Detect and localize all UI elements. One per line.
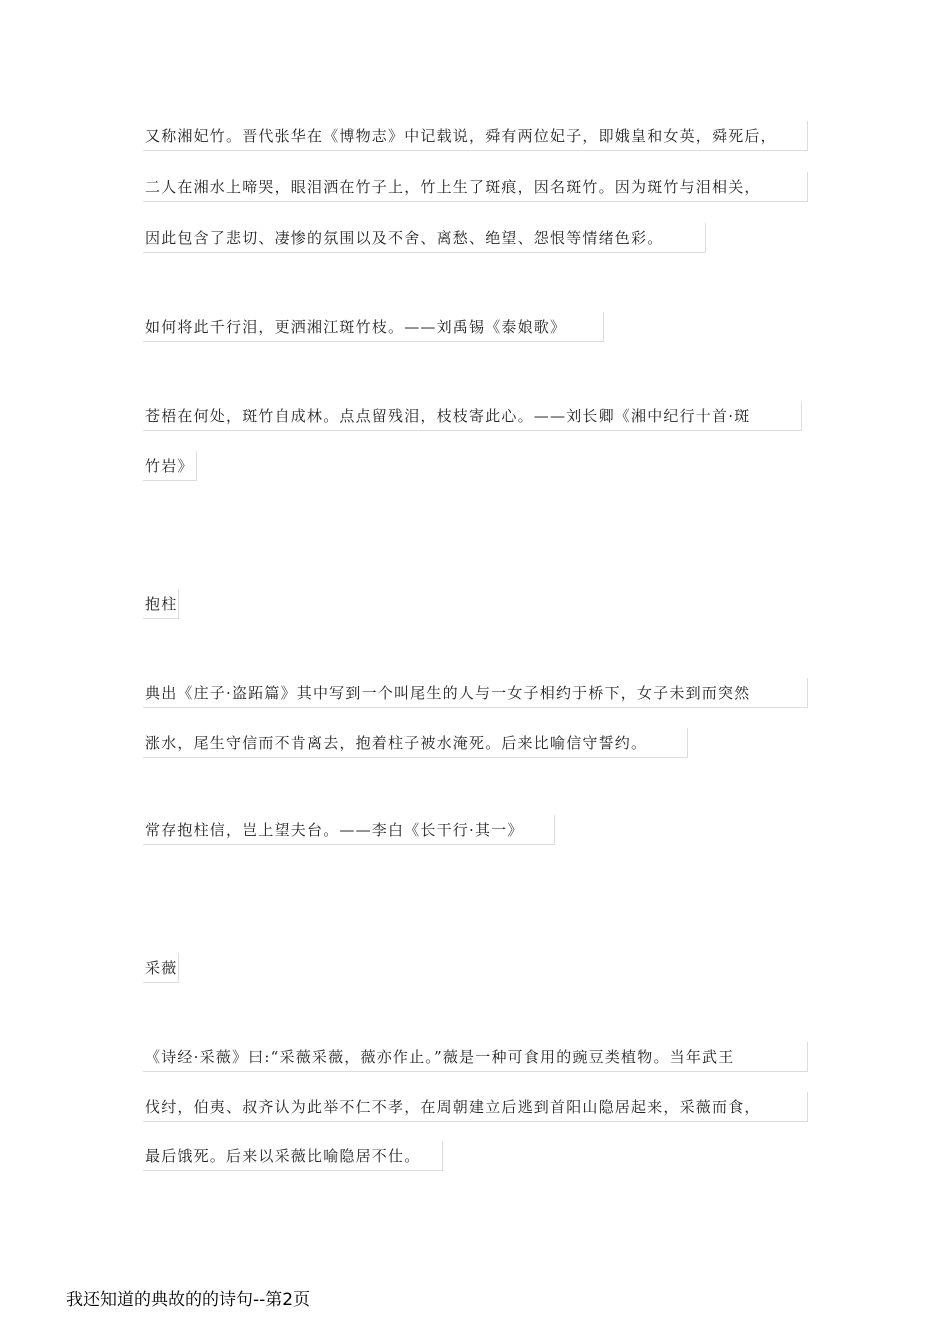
text-line-baozhu-1: 典出《庄子·盗跖篇》其中写到一个叫尾生的人与一女子相约于桥下，女子未到而突然	[143, 678, 808, 708]
page-footer: 我还知道的典故的的诗句--第2页	[66, 1290, 311, 1310]
quote-line-li-bai: 常存抱柱信，岂上望夫台。——李白《长干行·其一》	[143, 815, 555, 845]
text-line-baozhu-2: 涨水，尾生守信而不肯离去，抱着柱子被水淹死。后来比喻信守誓约。	[143, 728, 688, 758]
text-line-caiwei-1: 《诗经·采薇》曰:“采薇采薇，薇亦作止。”薇是一种可食用的豌豆类植物。当年武王	[143, 1042, 808, 1072]
quote-line-liu-yuxi: 如何将此千行泪，更洒湘江斑竹枝。——刘禹锡《泰娘歌》	[143, 312, 604, 342]
quote-line-liu-changqing-1: 苍梧在何处，斑竹自成林。点点留残泪，枝枝寄此心。——刘长卿《湘中纪行十首·斑	[143, 401, 802, 431]
text-line-1: 又称湘妃竹。晋代张华在《博物志》中记载说，舜有两位妃子，即娥皇和女英，舜死后，	[143, 121, 808, 151]
quote-line-liu-changqing-2: 竹岩》	[143, 451, 197, 481]
section-heading-baozhu: 抱柱	[143, 589, 179, 619]
text-line-caiwei-2: 伐纣，伯夷、叔齐认为此举不仁不孝，在周朝建立后逃到首阳山隐居起来，采薇而食，	[143, 1092, 808, 1122]
text-line-2: 二人在湘水上啼哭，眼泪洒在竹子上，竹上生了斑痕，因名斑竹。因为斑竹与泪相关，	[143, 172, 808, 202]
text-line-caiwei-3: 最后饿死。后来以采薇比喻隐居不仕。	[143, 1141, 443, 1171]
text-line-3: 因此包含了悲切、凄惨的氛围以及不舍、离愁、绝望、怨恨等情绪色彩。	[143, 223, 706, 253]
section-heading-caiwei: 采薇	[143, 953, 179, 983]
